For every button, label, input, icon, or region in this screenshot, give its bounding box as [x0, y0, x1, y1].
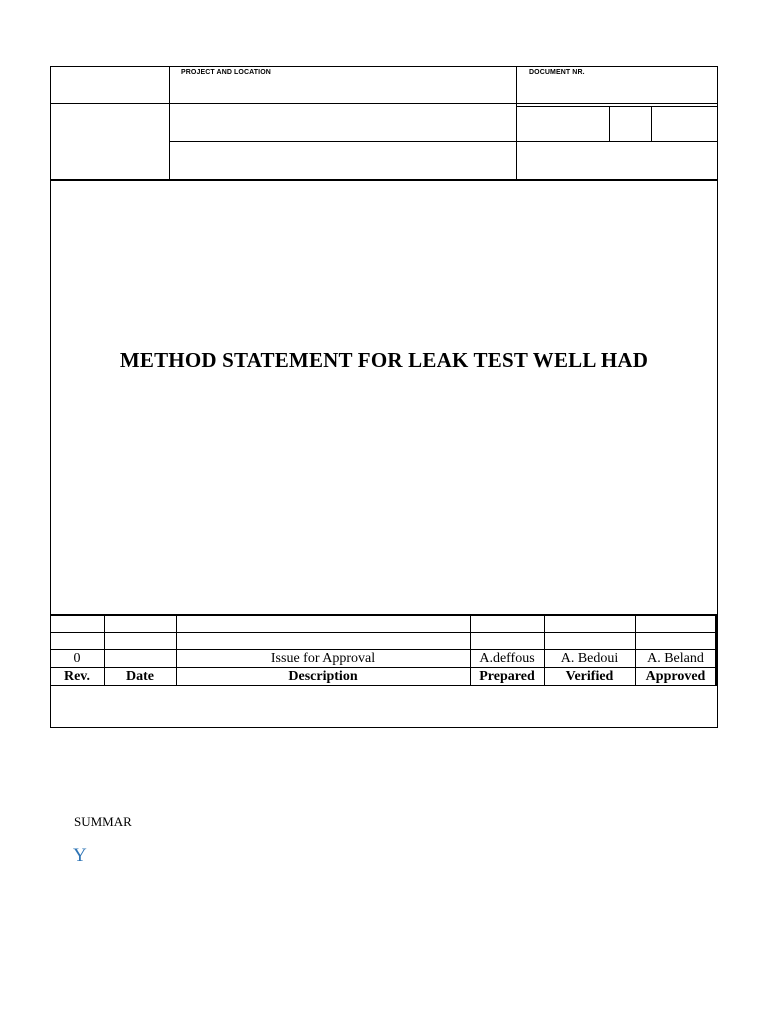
document-title: METHOD STATEMENT FOR LEAK TEST WELL HAD: [119, 348, 649, 372]
document-number-label: DOCUMENT NR.: [529, 69, 585, 76]
header-divider-left: [169, 66, 170, 180]
header-rule-2: [169, 141, 718, 142]
header-doc-split-2: [651, 106, 652, 141]
column-header-description: Description: [288, 669, 358, 684]
header-rule-doc: [516, 103, 718, 104]
column-header-verified: Verified: [565, 669, 614, 684]
header-divider-right: [516, 66, 517, 180]
header-bottom-rule: [50, 179, 718, 181]
column-header-rev: Rev.: [63, 669, 91, 684]
approved-value: A. Beland: [647, 651, 704, 666]
header-doc-split-1: [609, 106, 610, 141]
rev-value: 0: [73, 651, 81, 666]
header-rule-doc2: [516, 106, 718, 107]
verified-value: A. Bedoui: [560, 651, 619, 666]
header-rule-1b: [169, 103, 516, 104]
column-header-date: Date: [126, 669, 154, 684]
rev-table-rule-1: [50, 632, 718, 633]
rev-table-bottom: [50, 685, 718, 686]
column-header-approved: Approved: [645, 669, 706, 684]
project-location-label: PROJECT AND LOCATION: [181, 69, 271, 76]
header-rule-1: [50, 103, 169, 104]
prepared-value: A.deffous: [479, 651, 535, 666]
description-value: Issue for Approval: [270, 651, 376, 666]
rev-table-top: [50, 614, 718, 616]
summary-heading-part1: SUMMAR: [74, 814, 132, 829]
summary-heading-part2: Y: [73, 845, 87, 866]
column-header-prepared: Prepared: [479, 669, 535, 684]
document-frame: [50, 66, 718, 728]
